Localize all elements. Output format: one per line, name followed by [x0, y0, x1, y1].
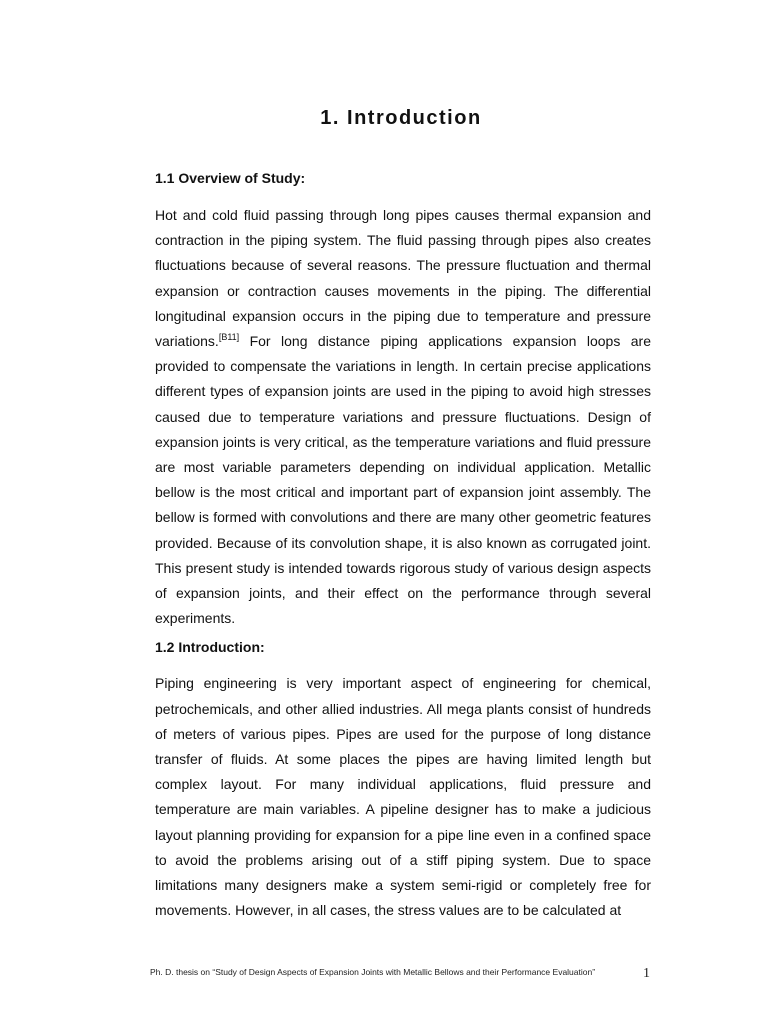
- section-introduction: [155, 637, 651, 923]
- section-heading: 1.2 Introduction:: [155, 639, 265, 656]
- page-content: [155, 168, 651, 923]
- paragraph-text: For long distance piping applications expansion loops are provided to compensate the variations in length. In certain precise applications different types of expansion joints are used in the piping to avoid high stresses caused due to temperature variations and pressure fluctuations. Design of expansion joints is very critical, as the temperature variations and fluid pressure are most variable parameters depending on individual application. Metallic bellow is the most critical and important part of expansion joint assembly. The bellow is formed with convolutions and there are many other geometric features provided. Because of its convolution shape, it is also known as corrugated joint. This present study is intended towards rigorous study of various design aspects of expansion joints, and their effect on the performance through several experiments.: [155, 333, 651, 627]
- citation-ref: [B11]: [218, 332, 240, 343]
- paragraph: Piping engineering is very important aspect of engineering for chemical, petrochemicals, and other allied industries. All mega plants consist of hundreds of meters of various pipes. Pipes are used for the purpose of long distance transfer of fluids. At some places the pipes are having limited length but complex layout. For many individual applications, fluid pressure and temperature are main variables. A pipeline designer has to make a judicious layout planning providing for expansion for a pipe line even in a confined space to avoid the problems arising out of a stiff piping system. Due to space limitations many designers make a system semi-rigid or completely free for movements. However, in all cases, the stress values are to be calculated at: [155, 675, 651, 919]
- section-heading: 1.1 Overview of Study:: [155, 170, 306, 186]
- section-overview: [155, 168, 651, 631]
- paragraph-text: Hot and cold fluid passing through long pipes causes thermal expansion and contraction in the piping system. The fluid passing through pipes also creates fluctuations because of several reasons. The pressure fluctuation and thermal expansion or contraction causes movements in the piping. The differential longitudinal expansion occurs in the piping due to temperature and pressure variations.: [155, 207, 651, 350]
- page-number: 1: [643, 966, 650, 981]
- page-footer: Ph. D. thesis on “Study of Design Aspects of Expansion Joints with Metallic Bellows and their Performance Evaluation”: [150, 967, 596, 977]
- chapter-title: 1. Introduction: [320, 107, 482, 130]
- paragraph: [155, 203, 651, 631]
